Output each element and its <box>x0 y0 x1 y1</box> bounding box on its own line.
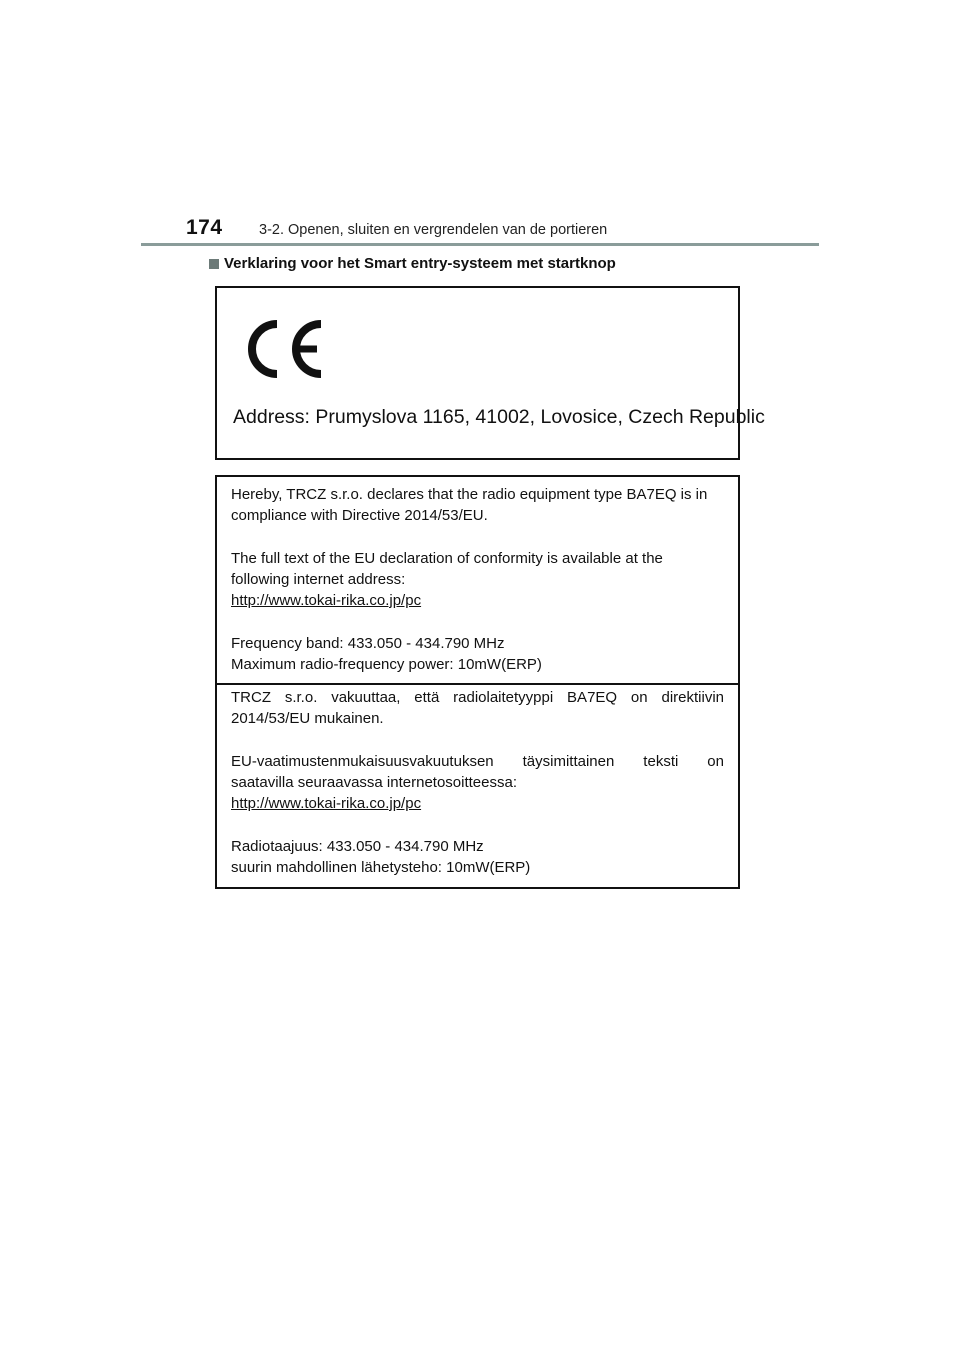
header-rule <box>141 243 819 246</box>
text-line: Hereby, TRCZ s.r.o. declares that the radio equipment type BA7EQ is in <box>231 486 708 503</box>
subheading-text: Verklaring voor het Smart entry-systeem met startknop <box>224 255 616 272</box>
section-divider <box>217 683 738 685</box>
text-line: EU-vaatimustenmukaisuusvakuutuksen täysimittainen teksti on <box>231 753 724 770</box>
radio-specs <box>231 633 724 675</box>
frequency-band-fi: Radiotaajuus: 433.050 - 434.790 MHz <box>231 838 484 855</box>
compliance-statement <box>231 484 724 526</box>
text-line: 2014/53/EU mukainen. <box>231 710 384 727</box>
declaration-finnish <box>217 687 738 878</box>
page-number: 174 <box>186 216 223 239</box>
full-text-notice <box>231 548 724 611</box>
square-bullet-icon <box>209 259 219 269</box>
text-line: TRCZ s.r.o. vakuuttaa, että radiolaitetyyppi BA7EQ on direktiivin <box>231 689 724 706</box>
max-power-fi: suurin mahdollinen lähetysteho: 10mW(ERP) <box>231 859 531 876</box>
subheading <box>209 255 616 272</box>
frequency-band: Frequency band: 433.050 - 434.790 MHz <box>231 635 505 652</box>
text-line: saatavilla seuraavassa internetosoitteessa: <box>231 774 517 791</box>
max-power: Maximum radio-frequency power: 10mW(ERP) <box>231 656 542 673</box>
text-line: compliance with Directive 2014/53/EU. <box>231 507 488 524</box>
section-title: 3-2. Openen, sluiten en vergrendelen van de portieren <box>259 222 608 238</box>
radio-specs-fi <box>231 836 724 878</box>
text-line: The full text of the EU declaration of conformity is available at the <box>231 550 663 567</box>
text-line: following internet address: <box>231 571 406 588</box>
declaration-box <box>215 475 740 889</box>
manufacturer-address: Address: Prumyslova 1165, 41002, Lovosice, Czech Republic <box>233 406 765 428</box>
ce-mark-logo <box>245 318 325 380</box>
full-text-notice-fi <box>231 751 724 814</box>
declaration-url-link[interactable]: http://www.tokai-rika.co.jp/pc <box>231 592 422 609</box>
ce-marking-box <box>215 286 765 460</box>
declaration-english <box>217 484 738 675</box>
compliance-statement-fi <box>231 687 724 729</box>
declaration-url-link-fi[interactable]: http://www.tokai-rika.co.jp/pc <box>231 795 422 812</box>
